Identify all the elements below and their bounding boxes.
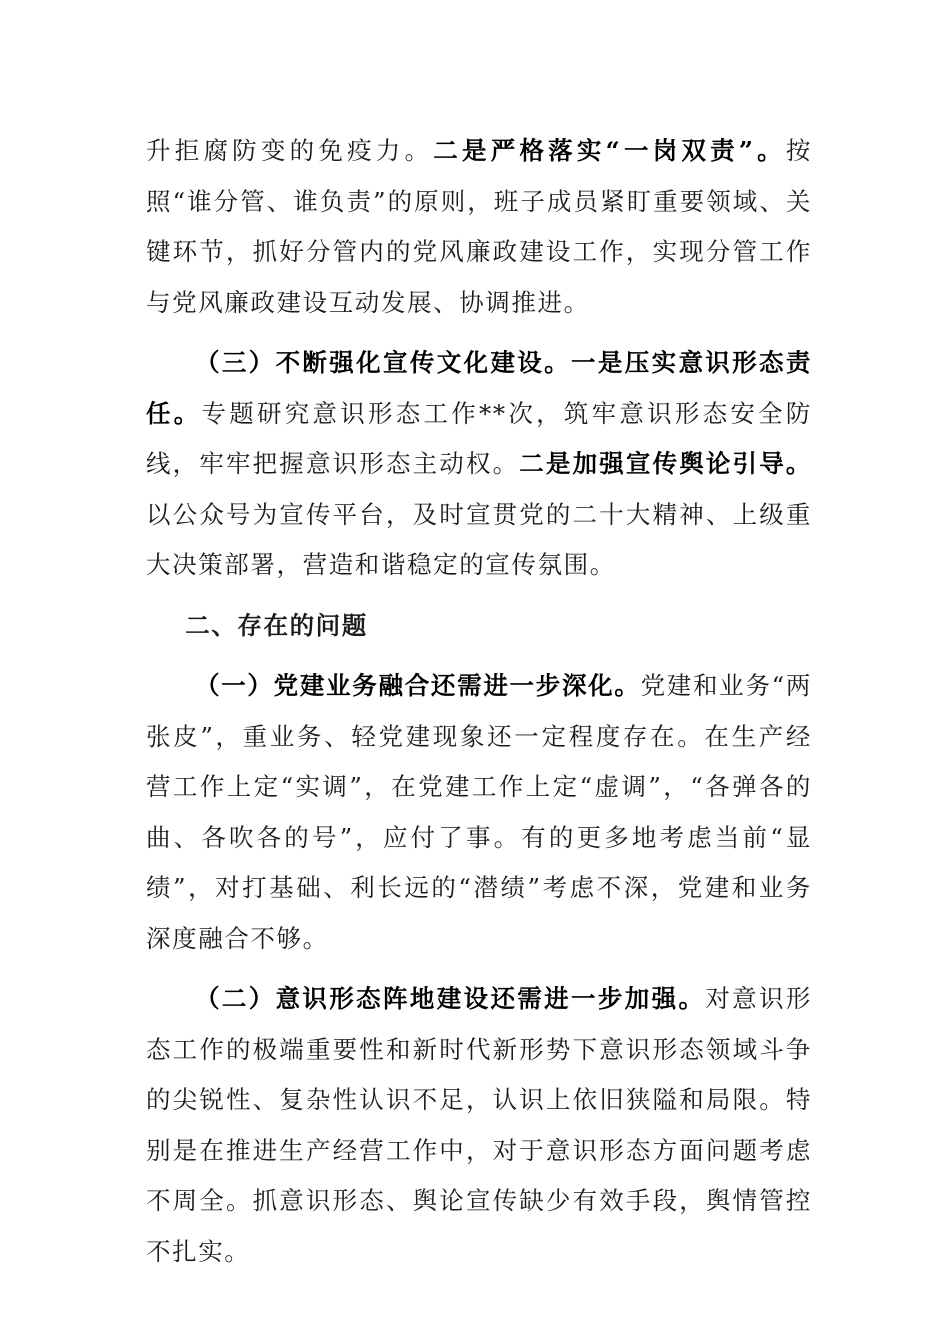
bold-lead-public-opinion: 二是加强宣传舆论引导。: [519, 449, 812, 478]
bold-lead-propaganda-culture: （三）不断强化宣传文化建设。一是压实意识形态责任。: [146, 348, 812, 428]
paragraph-ideology-front: [146, 974, 812, 1277]
bold-lead-ideology-front: （二）意识形态阵地建设还需进一步加强。: [195, 984, 706, 1013]
document-body: [146, 126, 812, 1287]
text-segment: 对意识形态工作的极端重要性和新时代新形势下意识形态领域斗争的尖锐性、复杂性认识不足，认识上依旧狭隘和局限。特别是在推进生产经营工作中，对于意识形态方面问题考虑不周全。抓意识形态、舆论宣传缺少有效手段，舆情管控不扎实。: [146, 984, 812, 1266]
bold-lead-party-business: （一）党建业务融合还需进一步深化。: [195, 671, 641, 700]
text-segment: 专题研究意识形态工作**次，筑牢意识形态安全防线，牢牢把握意识形态主动权。: [146, 398, 812, 478]
text-segment: 升拒腐防变的免疫力。: [146, 136, 434, 165]
section-heading-text: 二、存在的问题: [185, 610, 368, 640]
paragraph-party-business-integration: [146, 661, 812, 964]
paragraph-discipline-continued: [146, 126, 812, 328]
bold-lead-one-post-two-duties: 二是严格落实“一岗双责”。: [433, 136, 786, 165]
text-segment: 以公众号为宣传平台，及时宣贯党的二十大精神、上级重大决策部署，营造和谐稳定的宣传氛围。: [146, 499, 812, 579]
text-segment: 党建和业务“两张皮”，重业务、轻党建现象还一定程度存在。在生产经营工作上定“实调”，在党建工作上定“虚调”，“各弹各的曲、各吹各的号”，应付了事。有的更多地考虑当前“显绩”，对打基础、利长远的“潜绩”考虑不深，党建和业务深度融合不够。: [146, 671, 812, 953]
section-heading-problems: [146, 601, 812, 652]
paragraph-propaganda-culture: [146, 338, 812, 591]
text-segment: 按照“谁分管、谁负责”的原则，班子成员紧盯重要领域、关键环节，抓好分管内的党风廉政建设工作，实现分管工作与党风廉政建设互动发展、协调推进。: [146, 136, 813, 317]
